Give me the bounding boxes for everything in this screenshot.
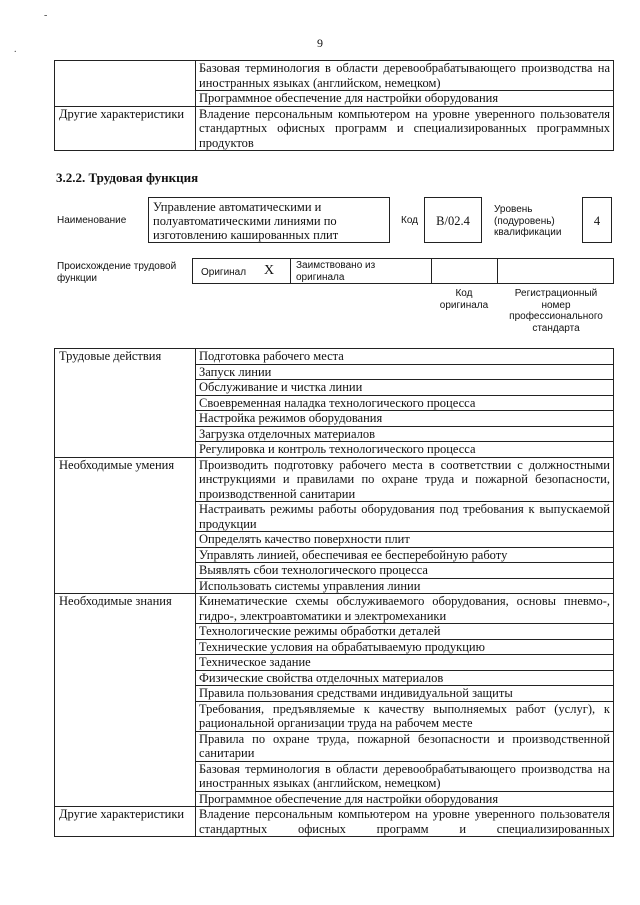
row-label: Другие характеристики bbox=[55, 106, 196, 151]
list-item: Базовая терминология в области деревообрабатывающего производства на иностранных языках (английском, немецком) bbox=[196, 761, 614, 791]
list-item: Подготовка рабочего места bbox=[196, 349, 614, 365]
list-item: Настройка режимов оборудования bbox=[196, 411, 614, 427]
table-row bbox=[55, 807, 614, 837]
list-item: Базовая терминология в области деревообрабатывающего производства на иностранных языках (английском, немецком) bbox=[196, 61, 614, 91]
list-item: Программное обеспечение для настройки оборудования bbox=[196, 91, 614, 107]
code-label: Код bbox=[401, 215, 419, 226]
row-label: Трудовые действия bbox=[55, 349, 196, 458]
section-title: 3.2.2. Трудовая функция bbox=[56, 170, 199, 185]
list-item: Настраивать режимы работы оборудования под требования к выпускаемой продукции bbox=[196, 502, 614, 532]
borrowed-label: Заимствовано из оригинала bbox=[296, 260, 376, 283]
reg-caption: Регистрационный номер профессионального стандарта bbox=[509, 288, 603, 334]
list-item: Требования, предъявляемые к качеству выполняемых работ (услуг), к рациональной организации труда на рабочем месте bbox=[196, 701, 614, 731]
code-value bbox=[424, 197, 482, 243]
list-item: Своевременная наладка технологического процесса bbox=[196, 395, 614, 411]
row-label: Необходимые знания bbox=[55, 594, 196, 807]
top-table bbox=[54, 60, 614, 151]
name-label: Наименование bbox=[57, 215, 127, 226]
list-item: Загрузка отделочных материалов bbox=[196, 426, 614, 442]
row-label: Необходимые умения bbox=[55, 457, 196, 594]
list-item: Регулировка и контроль технологического процесса bbox=[196, 442, 614, 458]
divider bbox=[497, 258, 498, 284]
list-item: Определять качество поверхности плит bbox=[196, 532, 614, 548]
list-item: Управлять линией, обеспечивая ее бесперебойную работу bbox=[196, 547, 614, 563]
list-item: Запуск линии bbox=[196, 364, 614, 380]
origin-label: Происхождение трудовой функции bbox=[57, 261, 177, 284]
page-number: 9 bbox=[317, 36, 323, 50]
list-item: Кинематические схемы обслуживаемого оборудования, основы пневмо-, гидро-, электроавтоматики и электромеханики bbox=[196, 594, 614, 624]
row-label: Другие характеристики bbox=[55, 807, 196, 837]
main-table bbox=[54, 348, 614, 837]
list-item: Использовать системы управления линии bbox=[196, 578, 614, 594]
table-row bbox=[55, 106, 614, 151]
list-item: Программное обеспечение для настройки оборудования bbox=[196, 791, 614, 807]
code-value-text: В/02.4 bbox=[436, 214, 470, 228]
list-item: Выявлять сбои технологического процесса bbox=[196, 563, 614, 579]
list-item: Владение персональным компьютером на уровне уверенного пользователя стандартных офисных программ и специализированных bbox=[196, 807, 614, 837]
divider bbox=[431, 258, 432, 284]
table-row bbox=[55, 349, 614, 365]
list-item: Правила по охране труда, пожарной безопасности и производственной санитарии bbox=[196, 731, 614, 761]
table-row bbox=[55, 61, 614, 91]
list-item: Физические свойства отделочных материалов bbox=[196, 670, 614, 686]
list-item: Правила пользования средствами индивидуальной защиты bbox=[196, 686, 614, 702]
scan-speck: . bbox=[14, 44, 17, 55]
scan-speck: - bbox=[44, 10, 48, 21]
list-item: Производить подготовку рабочего места в соответствии с должностными инструкциями и правилами по охране труда и пожарной безопасности, производственной санитарии bbox=[196, 457, 614, 502]
list-item: Технологические режимы обработки деталей bbox=[196, 624, 614, 640]
list-item: Техническое задание bbox=[196, 655, 614, 671]
name-value bbox=[148, 197, 390, 243]
level-value bbox=[582, 197, 612, 243]
list-item: Обслуживание и чистка линии bbox=[196, 380, 614, 396]
level-value-text: 4 bbox=[593, 214, 601, 228]
original-label: Оригинал bbox=[201, 267, 247, 278]
name-value-text: Управление автоматическими и полуавтоматическими линиями по изготовлению кашированных плит bbox=[153, 200, 339, 242]
divider bbox=[290, 258, 291, 284]
list-item: Владение персональным компьютером на уровне уверенного пользователя стандартных офисных программ и специализированных программных продуктов bbox=[196, 106, 614, 151]
original-mark: X bbox=[264, 263, 275, 278]
row-label bbox=[55, 61, 196, 107]
table-row bbox=[55, 594, 614, 624]
list-item: Технические условия на обрабатываемую продукцию bbox=[196, 639, 614, 655]
code-caption: Код оригинала bbox=[439, 288, 489, 311]
table-row bbox=[55, 457, 614, 502]
level-label: Уровень (подуровень) квалификации bbox=[494, 204, 562, 238]
